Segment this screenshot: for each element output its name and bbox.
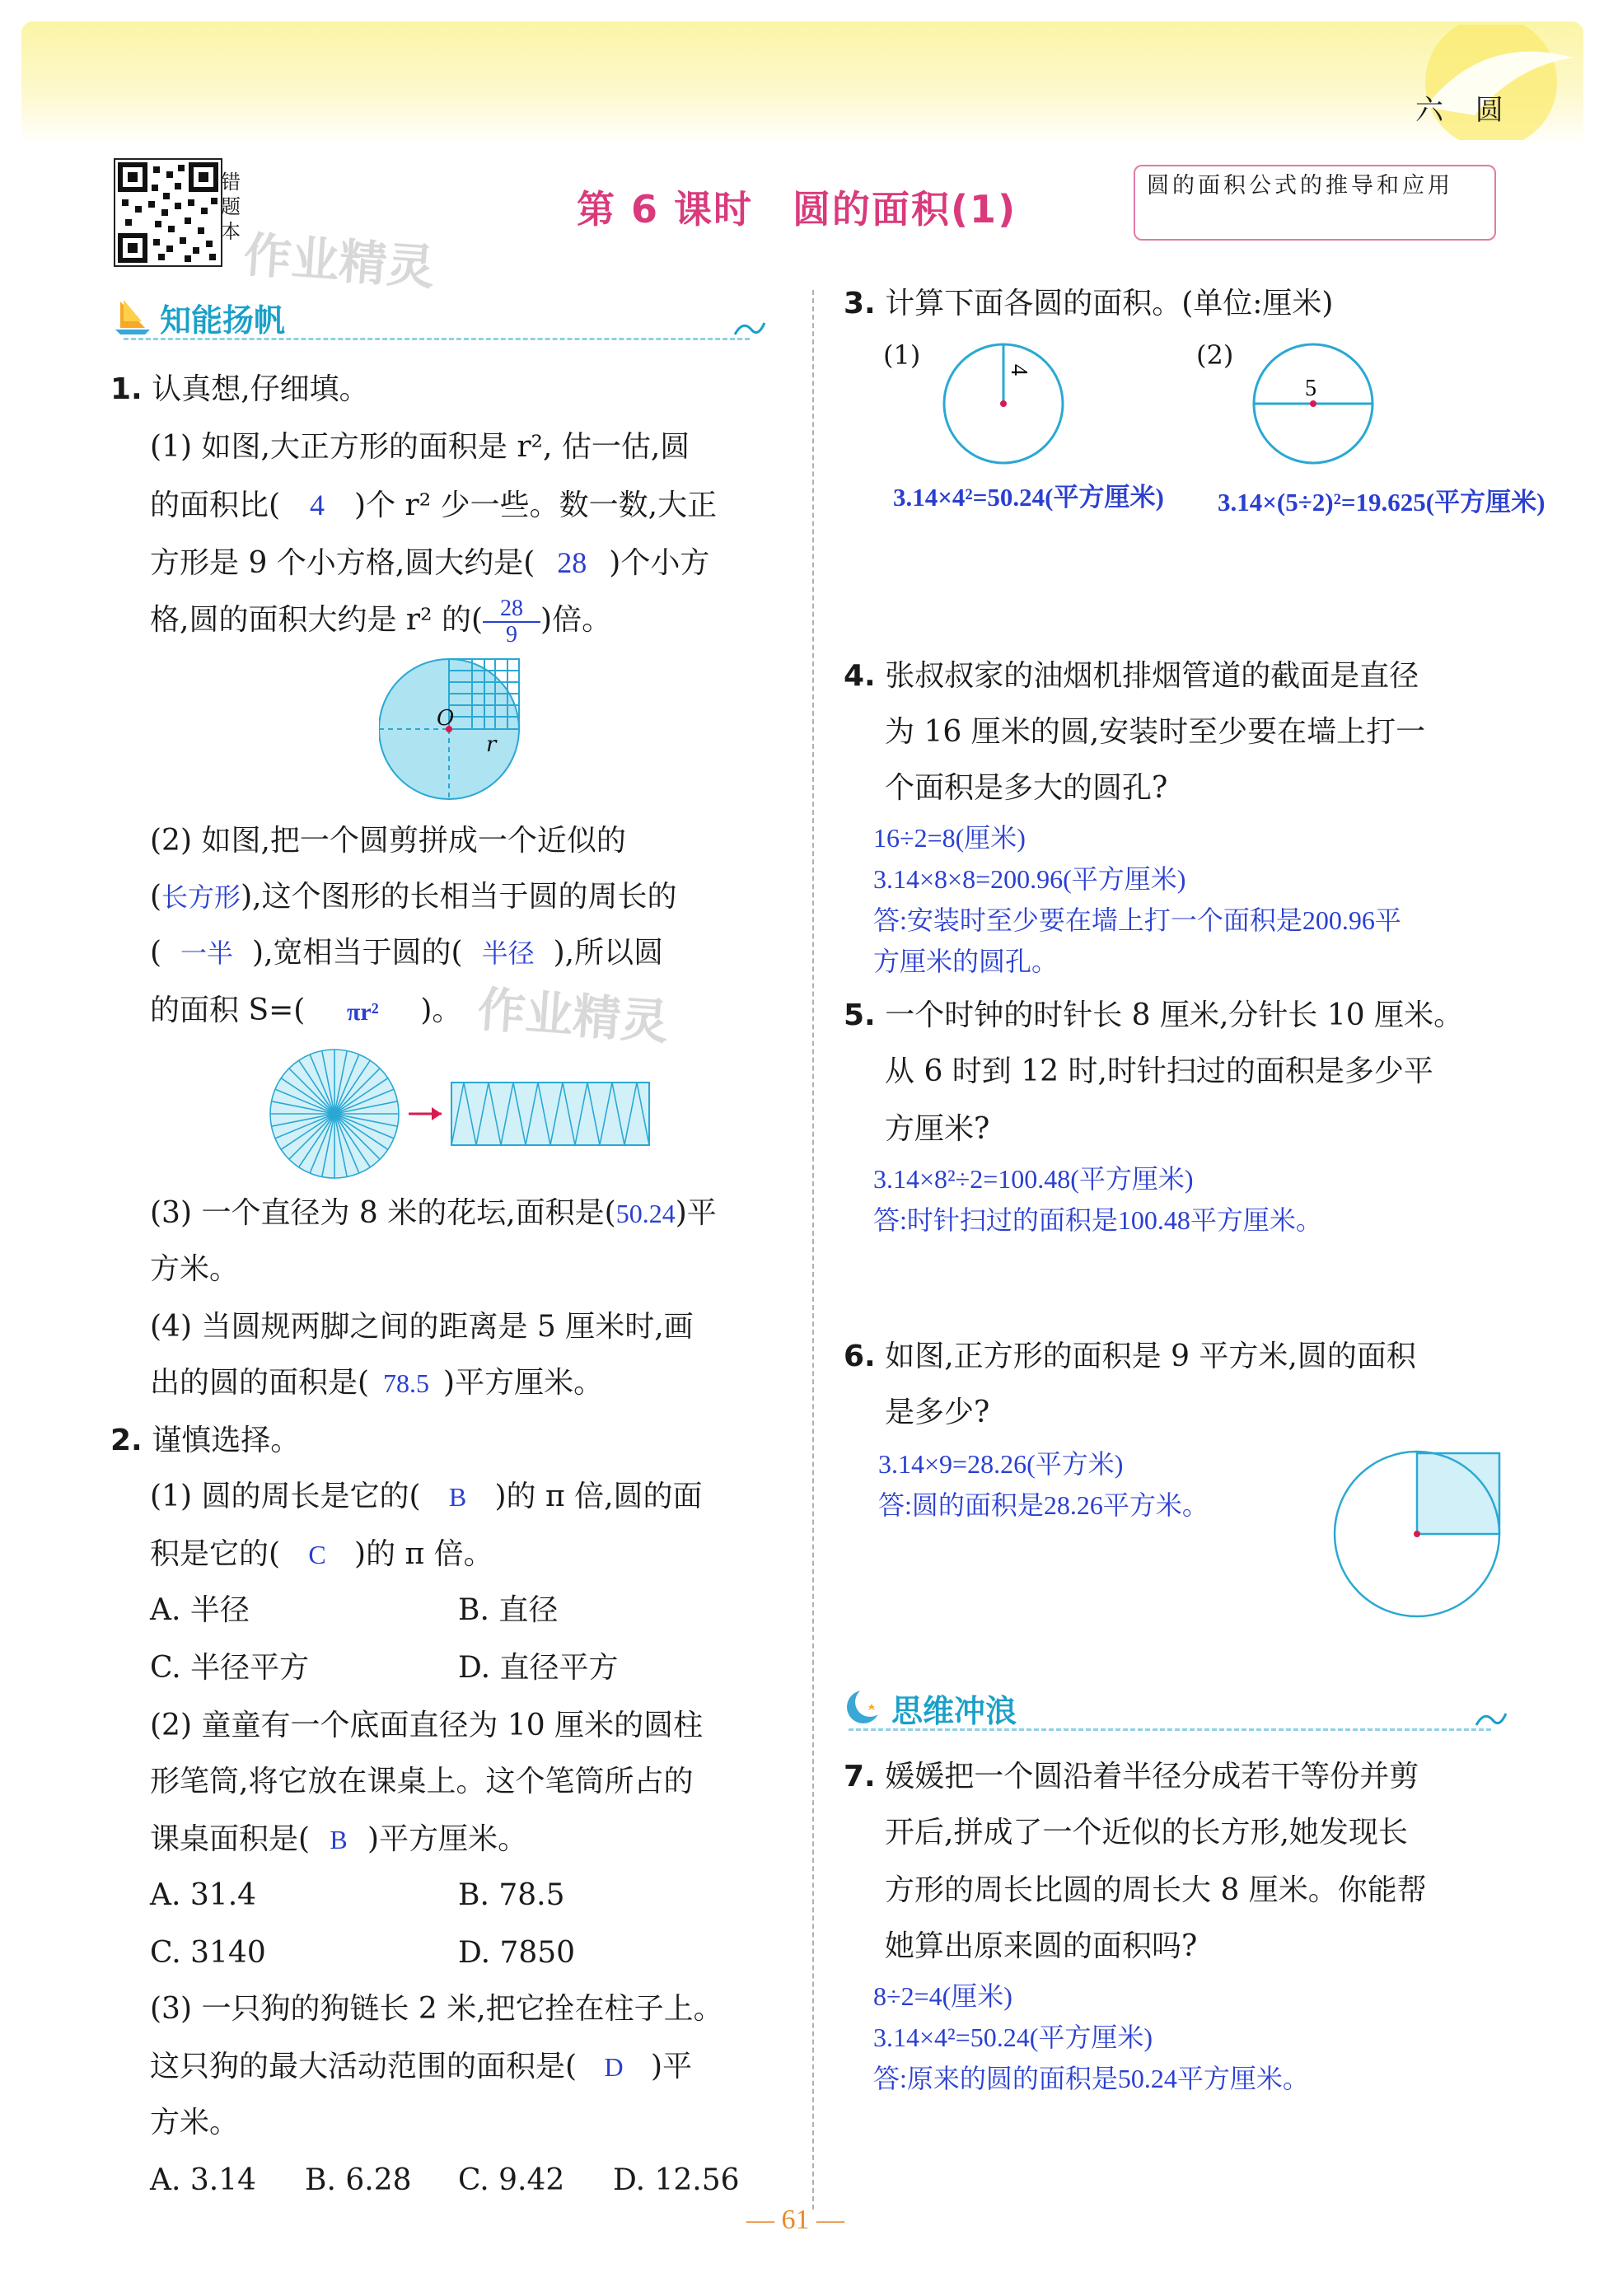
q5-answer-2: 答:时针扫过的面积是100.48平方厘米。 bbox=[873, 1205, 1322, 1235]
question-number: 2. bbox=[110, 1424, 143, 1457]
question-3-stem: 3. 计算下面各圆的面积。(单位:厘米) bbox=[844, 287, 1334, 320]
question-number: 4. bbox=[844, 659, 876, 693]
option-b: B. 直径 bbox=[458, 1593, 559, 1627]
option-c: C. 9.42 bbox=[458, 2163, 565, 2197]
wave-icon bbox=[733, 315, 766, 339]
q1-part2-line3: ( 一半 ),宽相当于圆的( 半径 ),所以圆 bbox=[150, 924, 663, 982]
q1-part3-line1: (3) 一个直径为 8 米的花坛,面积是(50.24)平 bbox=[150, 1196, 717, 1230]
question-number: 5. bbox=[844, 998, 876, 1032]
diameter-value: 5 bbox=[1305, 376, 1316, 401]
q2-part1-line2: 积是它的( C )的 π 倍。 bbox=[150, 1526, 493, 1583]
answer-fraction: $\frac{28}{9}$ bbox=[483, 596, 540, 648]
q1-part3-line2: 方米。 bbox=[150, 1252, 240, 1286]
q4-answer-2: 3.14×8×8=200.96(平方厘米) bbox=[873, 864, 1186, 894]
circle-radius-figure bbox=[939, 338, 1071, 470]
q1-part1-line2: 的面积比( 4 )个 r² 少一些。数一数,大正 bbox=[150, 476, 717, 535]
q7-answer-3: 答:原来的圆的面积是50.24平方厘米。 bbox=[873, 2064, 1309, 2093]
answer-blank: 半径 bbox=[481, 938, 535, 968]
q1-part2-line2: (长方形),这个图形的长相当于圆的周长的 bbox=[150, 880, 677, 914]
circle-diameter-figure bbox=[1247, 338, 1379, 470]
q1-part4-line1: (4) 当圆规两脚之间的距离是 5 厘米时,画 bbox=[150, 1310, 694, 1344]
q2-part3-line3: 方米。 bbox=[150, 2106, 240, 2139]
radius-label-r: r bbox=[486, 732, 497, 757]
q2-part1-line1: (1) 圆的周长是它的( B )的 π 倍,圆的面 bbox=[150, 1468, 703, 1526]
question-number: 6. bbox=[844, 1340, 876, 1373]
sector-rearrange-figure bbox=[269, 1048, 656, 1188]
answer-blank: 78.5 bbox=[383, 1368, 430, 1398]
topic-box: 圆的面积公式的推导和应用 bbox=[1134, 165, 1496, 241]
circle-square-figure bbox=[379, 651, 544, 807]
q2-part2-line3: 课桌面积是( B )平方厘米。 bbox=[150, 1811, 527, 1868]
wave-icon bbox=[1475, 1705, 1508, 1730]
column-divider bbox=[812, 290, 814, 2209]
qr-code-icon bbox=[115, 160, 221, 265]
q2-part2-line2: 形笔筒,将它放在课桌上。这个笔筒所占的 bbox=[150, 1765, 694, 1798]
page-title: 第 6 课时 圆的面积(1) bbox=[577, 187, 1017, 231]
q4-answer-1: 16÷2=8(厘米) bbox=[873, 823, 1026, 853]
section-title-1: 知能扬帆 bbox=[160, 302, 286, 339]
answer-blank: B bbox=[448, 1482, 467, 1512]
q1-part2-line4: 的面积 S=( πr² )。 bbox=[150, 982, 461, 1041]
q2-part2-line1: (2) 童童有一个底面直径为 10 厘米的圆柱 bbox=[150, 1709, 704, 1742]
q2-part3-line1: (3) 一只狗的狗链长 2 米,把它拴在柱子上。 bbox=[150, 1992, 723, 2026]
q4-answer-3: 答:安装时至少要在墙上打一个面积是200.96平 bbox=[873, 905, 1401, 935]
q3-label-2: (2) bbox=[1196, 339, 1234, 371]
question-number: 1. bbox=[110, 372, 143, 406]
q6-answer-2: 答:圆的面积是28.26平方米。 bbox=[878, 1490, 1209, 1520]
q2-part3-line2: 这只狗的最大活动范围的面积是( D )平 bbox=[150, 2038, 692, 2096]
option-a: A. 半径 bbox=[150, 1593, 250, 1627]
question-5-line3: 方厘米? bbox=[885, 1112, 990, 1146]
option-c: C. 3140 bbox=[150, 1936, 266, 1970]
answer-blank: C bbox=[308, 1540, 326, 1569]
option-d: D. 12.56 bbox=[613, 2163, 740, 2197]
header-band bbox=[21, 21, 1583, 145]
sail-icon bbox=[114, 297, 153, 336]
chapter-label: 六 圆 bbox=[1415, 94, 1515, 127]
option-a: A. 31.4 bbox=[150, 1878, 257, 1912]
answer-blank: πr² bbox=[346, 998, 379, 1026]
answer-blank: 一半 bbox=[180, 938, 234, 968]
option-b: B. 6.28 bbox=[305, 2163, 412, 2197]
q6-answer-1: 3.14×9=28.26(平方米) bbox=[878, 1449, 1124, 1479]
question-5-line2: 从 6 时到 12 时,时针扫过的面积是多少平 bbox=[885, 1054, 1433, 1088]
q1-part1-line1: (1) 如图,大正方形的面积是 r², 估一估,圆 bbox=[150, 430, 690, 464]
question-number: 3. bbox=[844, 287, 876, 320]
q3-answer-1: 3.14×4²=50.24(平方厘米) bbox=[893, 483, 1164, 512]
watermark: 作业精灵 bbox=[475, 980, 671, 1050]
question-7-line3: 方形的周长比圆的周长大 8 厘米。你能帮 bbox=[885, 1873, 1427, 1907]
q1-part4-line2: 出的圆的面积是( 78.5 )平方厘米。 bbox=[150, 1354, 603, 1412]
option-a: A. 3.14 bbox=[150, 2163, 257, 2197]
option-d: D. 直径平方 bbox=[458, 1651, 619, 1685]
question-4-line3: 个面积是多大的圆孔? bbox=[885, 771, 1168, 805]
question-7-line1: 7. 媛媛把一个圆沿着半径分成若干等份并剪 bbox=[844, 1760, 1419, 1793]
moon-icon bbox=[844, 1687, 883, 1727]
q3-label-1: (1) bbox=[883, 339, 921, 371]
question-6-line2: 是多少? bbox=[885, 1396, 990, 1429]
qr-code[interactable] bbox=[114, 158, 222, 267]
answer-blank: 4 bbox=[310, 489, 325, 521]
question-7-line2: 开后,拼成了一个近似的长方形,她发现长 bbox=[885, 1816, 1408, 1849]
q3-answer-2: 3.14×(5÷2)²=19.625(平方厘米) bbox=[1218, 488, 1546, 517]
question-1-stem: 1. 认真想,仔细填。 bbox=[110, 372, 369, 406]
option-b: B. 78.5 bbox=[458, 1878, 565, 1912]
q7-answer-1: 8÷2=4(厘米) bbox=[873, 1981, 1012, 2011]
center-label-o: O bbox=[437, 706, 455, 731]
answer-blank: 50.24 bbox=[615, 1199, 676, 1228]
q4-answer-4: 方厘米的圆孔。 bbox=[873, 947, 1059, 976]
question-6-line1: 6. 如图,正方形的面积是 9 平方米,圆的面积 bbox=[844, 1340, 1416, 1373]
option-c: C. 半径平方 bbox=[150, 1651, 310, 1685]
q1-part1-line4: 格,圆的面积大约是 r² 的( $\frac{28}{9}$ )倍。 bbox=[150, 596, 612, 648]
question-4-line1: 4. 张叔叔家的油烟机排烟管道的截面是直径 bbox=[844, 659, 1419, 693]
answer-blank: D bbox=[604, 2052, 624, 2082]
q5-answer-1: 3.14×8²÷2=100.48(平方厘米) bbox=[873, 1164, 1194, 1194]
option-d: D. 7850 bbox=[458, 1936, 576, 1970]
answer-blank: B bbox=[330, 1825, 348, 1854]
question-7-line4: 她算出原来圆的面积吗? bbox=[885, 1929, 1198, 1963]
q1-part2-line1: (2) 如图,把一个圆剪拼成一个近似的 bbox=[150, 824, 626, 858]
page-number: — 61 — bbox=[746, 2205, 844, 2235]
question-2-stem: 2. 谨慎选择。 bbox=[110, 1424, 301, 1457]
radius-value: 4 bbox=[1006, 364, 1031, 376]
question-5-line1: 5. 一个时钟的时针长 8 厘米,分针长 10 厘米。 bbox=[844, 998, 1464, 1032]
q1-part1-line3: 方形是 9 个小方格,圆大约是( 28 )个小方 bbox=[150, 534, 709, 592]
question-4-line2: 为 16 厘米的圆,安装时至少要在墙上打一 bbox=[885, 715, 1426, 749]
section-rule-2 bbox=[849, 1728, 1491, 1731]
q7-answer-2: 3.14×4²=50.24(平方厘米) bbox=[873, 2022, 1153, 2052]
watermark: 作业精灵 bbox=[241, 226, 437, 296]
circle-square-area-figure bbox=[1326, 1447, 1549, 1628]
answer-blank: 长方形 bbox=[161, 882, 241, 912]
section-rule-1 bbox=[124, 338, 750, 340]
answer-blank: 28 bbox=[557, 546, 587, 579]
wrong-book-label: 错题本 bbox=[221, 171, 241, 243]
question-number: 7. bbox=[844, 1760, 876, 1793]
section-title-2: 思维冲浪 bbox=[891, 1693, 1017, 1729]
